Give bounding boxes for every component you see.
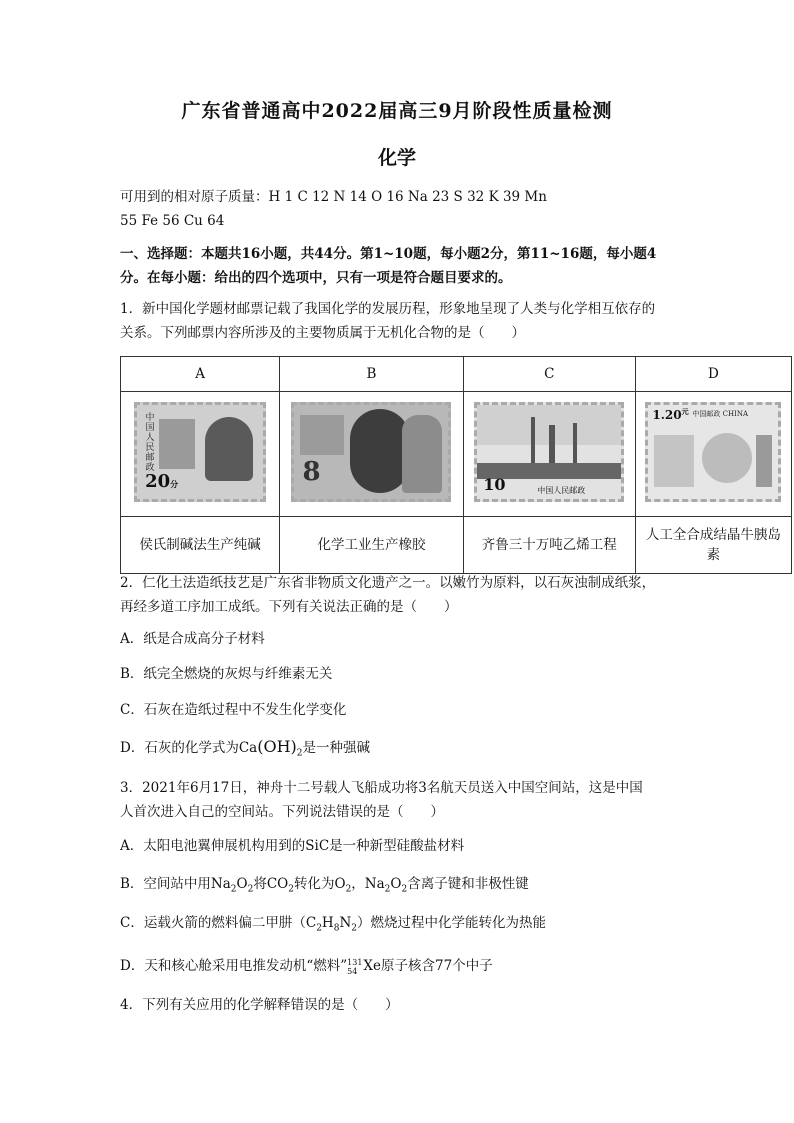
stamp-cell-c — [463, 392, 635, 517]
petri-dish-illustration — [702, 433, 752, 483]
caption-b: 化学工业生产橡胶 — [280, 517, 464, 574]
page-title: 广东省普通高中2022届高三9月阶段性质量检测 — [181, 100, 613, 122]
q3-d-post: 原子核含77个中子 — [381, 958, 493, 974]
stamp-c-country: 中国人民邮政 — [537, 486, 586, 495]
q3-b-o: O — [236, 876, 248, 892]
question-1-stem — [120, 297, 680, 345]
q3-d-pre: D．天和核心舱采用电推发动机“燃料” — [120, 958, 348, 974]
q3-b-sub4: 2 — [345, 884, 352, 895]
col-header-c: C — [463, 357, 635, 392]
section-instructions — [120, 242, 680, 290]
q3-c-post: ）燃烧过程中化学能转化为热能 — [356, 915, 546, 931]
stamp-b-value: 8 — [302, 457, 321, 487]
microscope-illustration — [756, 435, 772, 487]
q2-option-b: B．纸完全燃烧的灰烬与纤维素无关 — [120, 666, 333, 682]
q3-d-isotope — [347, 958, 362, 976]
worker-figure — [402, 415, 442, 493]
question-3-stem — [120, 776, 680, 824]
q3-b-post: 含离子键和非极性键 — [407, 876, 529, 892]
atomic-masses — [120, 185, 680, 233]
tower-1 — [531, 417, 535, 467]
q3-b-co: CO — [266, 876, 289, 892]
q2-d-post: 是一种强碱 — [302, 740, 371, 756]
q3-c-n: N — [339, 915, 352, 931]
stamp-c-image — [474, 402, 624, 502]
subject-title: 化学 — [377, 147, 416, 169]
stamp-cell-d — [635, 392, 791, 517]
q2-d-formula: Ca — [238, 740, 258, 756]
col-header-b: B — [280, 357, 464, 392]
stamp-cell-a — [121, 392, 280, 517]
section-line2: 分。在每小题：给出的四个选项中，只有一项是符合题目要求的。 — [120, 270, 512, 286]
stamp-d-value: 1.20 — [652, 408, 682, 422]
tower-2 — [549, 425, 555, 467]
q3-b-mid: 将 — [253, 876, 267, 892]
q3-option-a: A．太阳电池翼伸展机构用到的SiC是一种新型硅酸盐材料 — [120, 838, 465, 854]
q3-b-sub2: 2 — [247, 884, 254, 895]
q3-c-pre: C．运载火箭的燃料偏二甲肼（ — [120, 915, 306, 931]
q3-option-d — [120, 954, 680, 978]
stamp-d-image — [645, 402, 781, 502]
q3-b-sub5: 2 — [384, 884, 391, 895]
caption-d: 人工全合成结晶牛胰岛素 — [635, 517, 791, 574]
q3-d-mass: 131 — [347, 957, 363, 967]
q3-c-c: C — [305, 915, 317, 931]
col-header-d: D — [635, 357, 791, 392]
caption-c: 齐鲁三十万吨乙烯工程 — [463, 517, 635, 574]
tire-illustration — [350, 409, 410, 493]
atomic-masses-line1: 可用到的相对原子质量：H 1 C 12 N 14 O 16 Na 23 S 32 K 39 Mn — [120, 189, 547, 205]
question-2-stem — [120, 571, 680, 619]
q3-option-b: B．空间站中用$Na_2O_2$将$CO_2$转化为$O_2$，$Na_2O_2$含离子键和非极性键 — [120, 876, 529, 895]
q3-c-h: H — [321, 915, 334, 931]
q3-option-c — [120, 911, 680, 941]
stamp-a-image — [134, 402, 266, 502]
q2-d-oh: (OH) — [257, 737, 297, 756]
q3-line1: 3．2021年6月17日，神舟十二号载人飞船成功将3名航天员送入中国空间站，这是中国 — [120, 780, 643, 796]
stamp-b-image — [291, 402, 451, 502]
q3-d-xe: Xe — [363, 958, 382, 974]
q3-c-sub2: 8 — [333, 923, 340, 934]
q3-b-o2: O — [334, 876, 346, 892]
tower-3 — [573, 423, 577, 467]
stamp-c-value: 10 — [483, 475, 506, 494]
stamp-table — [120, 356, 792, 574]
stamp-a-unit: 分 — [170, 479, 179, 489]
atomic-masses-line2: 55 Fe 56 Cu 64 — [120, 213, 225, 229]
q3-c-sub1: 2 — [316, 923, 322, 934]
portrait-figure — [205, 417, 253, 481]
document-illustration — [654, 435, 694, 487]
q2-line2: 再经多道工序加工成纸。下列有关说法正确的是（ ） — [120, 599, 458, 615]
q3-c-sub3: 2 — [351, 923, 357, 934]
stamp-a-value: 20 — [145, 471, 171, 492]
stamp-d-country: 中国邮政 CHINA — [692, 410, 749, 418]
stamp-cell-b — [280, 392, 464, 517]
q2-option-a: A．纸是合成高分子材料 — [120, 631, 265, 647]
q3-b-na2: Na — [364, 876, 385, 892]
q3-b-na: Na — [210, 876, 231, 892]
q3-b-pre: B．空间站中用 — [120, 876, 211, 892]
factory-illustration — [159, 419, 195, 469]
stamp-a-country: 中国人民邮政 — [145, 413, 155, 473]
q3-d-atomic: 54 — [347, 966, 358, 976]
q3-b-sub6: 2 — [401, 884, 408, 895]
q3-b-mid2: 转化为 — [293, 876, 335, 892]
q2-d-pre: D．石灰的化学式为 — [120, 740, 239, 756]
machinery-illustration — [300, 415, 344, 455]
stamp-d-unit: 元 — [681, 407, 689, 416]
q3-line2: 人首次进入自己的空间站。下列说法错误的是（ ） — [120, 804, 444, 820]
q2-option-d — [120, 735, 680, 766]
q3-b-sub1: 2 — [230, 884, 237, 895]
q1-line2: 关系。下列邮票内容所涉及的主要物质属于无机化合物的是（ ） — [120, 325, 525, 341]
col-header-a: A — [121, 357, 280, 392]
question-4-stem: 4．下列有关应用的化学解释错误的是（ ） — [120, 997, 399, 1013]
caption-a: 侯氏制碱法生产纯碱 — [121, 517, 280, 574]
q2-option-c: C．石灰在造纸过程中不发生化学变化 — [120, 702, 347, 718]
q3-b-o3: O — [390, 876, 402, 892]
q3-b-sub3: 2 — [288, 884, 294, 895]
q2-d-sub: 2 — [296, 748, 303, 759]
section-line1: 一、选择题：本题共16小题，共44分。第1~10题，每小题2分，第11~16题，每小题4 — [120, 246, 657, 262]
q2-line1: 2．仁化土法造纸技艺是广东省非物质文化遗产之一。以嫩竹为原料，以石灰浊制成纸浆， — [120, 575, 656, 591]
q1-line1: 1．新中国化学题材邮票记载了我国化学的发展历程，形象地呈现了人类与化学相互依存的 — [120, 301, 656, 317]
